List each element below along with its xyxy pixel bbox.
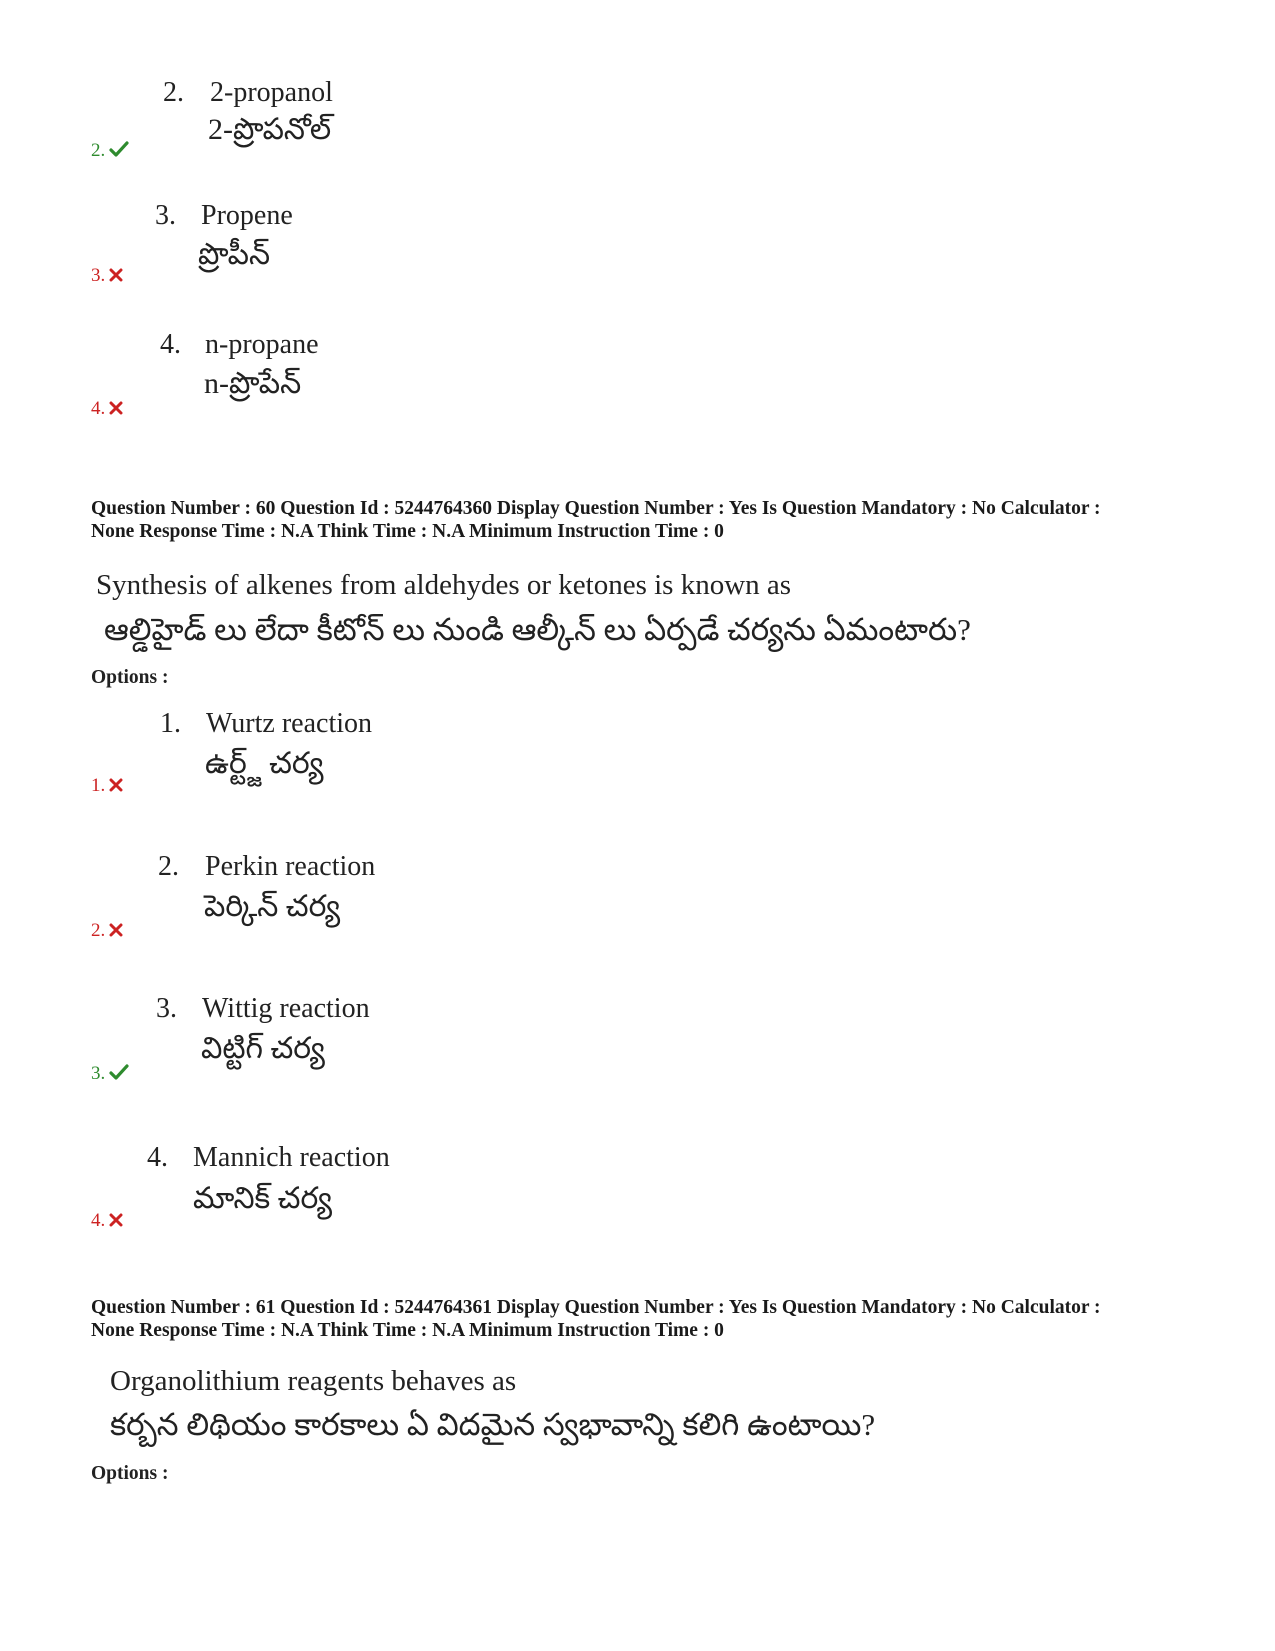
option-text-te: 2-ప్రొపనోల్ xyxy=(208,113,332,146)
cross-icon xyxy=(109,923,123,937)
question-stem-te: ఆల్డిహైడ్ లు లేదా కీటోన్ లు నుండి ఆల్కీన్ లు ఏర్పడే చర్యను ఏమంటారు? xyxy=(104,612,971,647)
answer-mark xyxy=(91,265,123,287)
question-meta-line-1: Question Number : 60 Question Id : 5244764360 Display Question Number : Yes Is Question Mandatory : No Calculator : xyxy=(91,498,1101,519)
answer-mark xyxy=(91,398,123,420)
option-text-en: Mannich reaction xyxy=(193,1142,390,1173)
option-number: 2. xyxy=(163,77,184,108)
question-meta-line-2: None Response Time : N.A Think Time : N.A Minimum Instruction Time : 0 xyxy=(91,521,724,542)
option-number: 4. xyxy=(160,329,181,360)
answer-mark xyxy=(91,1063,129,1085)
answer-mark xyxy=(91,920,123,942)
option-text-en: Wittig reaction xyxy=(202,993,370,1024)
check-icon xyxy=(109,1064,129,1080)
option-number: 3. xyxy=(155,200,176,231)
mark-number: 3. xyxy=(91,1063,106,1084)
mark-number: 4. xyxy=(91,1210,106,1231)
option-text-te: మానిక్ చర్య xyxy=(193,1182,332,1215)
option-text-te: పెర్కిన్ చర్య xyxy=(204,890,341,923)
option-text-te: ఉర్ట్జ్ చర్య xyxy=(205,747,324,780)
question-stem-en: Organolithium reagents behaves as xyxy=(110,1365,517,1397)
option-number: 4. xyxy=(147,1142,168,1173)
mark-number: 1. xyxy=(91,775,106,796)
check-icon xyxy=(109,141,129,157)
option-text-te: ప్రొపీన్ xyxy=(198,238,270,271)
cross-icon xyxy=(109,268,123,282)
options-label: Options : xyxy=(91,1463,169,1484)
cross-icon xyxy=(109,778,123,792)
mark-number: 4. xyxy=(91,398,106,419)
option-text-en: 2-propanol xyxy=(210,77,333,108)
question-stem-en: Synthesis of alkenes from aldehydes or ketones is known as xyxy=(96,569,792,601)
answer-mark xyxy=(91,1210,123,1232)
mark-number: 2. xyxy=(91,920,106,941)
option-text-en: Wurtz reaction xyxy=(206,708,373,739)
option-text-en: n-propane xyxy=(205,329,319,360)
question-meta-line-1: Question Number : 61 Question Id : 5244764361 Display Question Number : Yes Is Question Mandatory : No Calculator : xyxy=(91,1297,1101,1318)
options-label: Options : xyxy=(91,667,169,688)
option-number: 1. xyxy=(160,708,181,739)
cross-icon xyxy=(109,1213,123,1227)
cross-icon xyxy=(109,401,123,415)
option-number: 2. xyxy=(158,851,179,882)
answer-mark xyxy=(91,140,129,162)
option-text-te: n-ప్రొపేన్ xyxy=(204,367,302,400)
question-stem-te: కర్బన లిథియం కారకాలు ఏ విదమైన స్వభావాన్ని కలిగి ఉంటాయి? xyxy=(110,1407,876,1442)
option-number: 3. xyxy=(156,993,177,1024)
answer-mark xyxy=(91,775,123,797)
mark-number: 3. xyxy=(91,265,106,286)
option-text-te: విట్టిగ్ చర్య xyxy=(201,1032,325,1065)
option-text-en: Propene xyxy=(201,200,293,231)
question-meta-line-2: None Response Time : N.A Think Time : N.A Minimum Instruction Time : 0 xyxy=(91,1320,724,1341)
option-text-en: Perkin reaction xyxy=(205,851,376,882)
mark-number: 2. xyxy=(91,140,106,161)
